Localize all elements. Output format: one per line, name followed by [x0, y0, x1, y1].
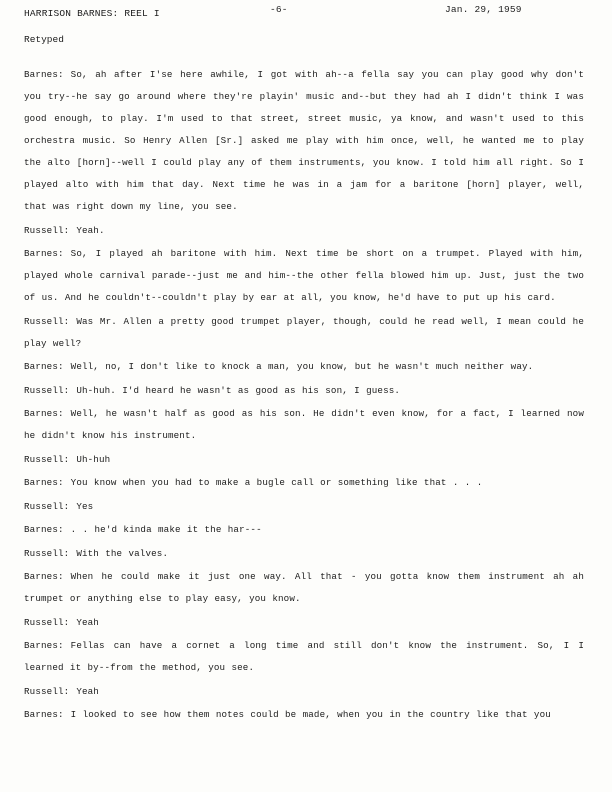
- speaker-label: Russell:: [24, 685, 70, 697]
- transcript-line: [24, 612, 584, 634]
- speaker-label: Russell:: [24, 384, 70, 396]
- transcript-line: [24, 380, 584, 402]
- transcript-line: [24, 403, 584, 447]
- utterance-text: Fellas can have a cornet a long time and still don't know the instrument. So, I I learned it by--from the method, you see.: [24, 640, 584, 673]
- utterance-text: When he could make it just one way. All that - you gotta know them instrument ah ah trumpet or anything else to play easy, you know.: [24, 571, 584, 604]
- speaker-label: Barnes:: [24, 69, 64, 80]
- speaker-label: Russell:: [24, 315, 70, 327]
- utterance-text: Yeah: [76, 685, 99, 697]
- speaker-label: Barnes:: [24, 361, 64, 372]
- speaker-label: Russell:: [24, 224, 70, 236]
- transcript-line: [24, 243, 584, 309]
- transcript-line: [24, 635, 584, 679]
- transcript-line: [24, 496, 584, 518]
- utterance-text: Uh-huh: [76, 453, 111, 465]
- speaker-label: Barnes:: [24, 477, 64, 488]
- utterance-text: Well, no, I don't like to knock a man, you know, but he wasn't much neither way.: [70, 361, 534, 372]
- utterance-text: You know when you had to make a bugle call or something like that . . .: [70, 477, 483, 488]
- utterance-text: Yeah.: [76, 224, 105, 236]
- transcript-line: [24, 64, 584, 218]
- utterance-text: With the valves.: [76, 547, 169, 559]
- utterance-text: Was Mr. Allen a pretty good trumpet player, though, could he read well, I mean could he play well?: [24, 315, 584, 349]
- header-title: HARRISON BARNES: REEL I: [24, 8, 160, 19]
- transcript-line: [24, 566, 584, 610]
- utterance-text: Yes: [76, 500, 94, 512]
- utterance-text: So, I played ah baritone with him. Next time be short on a trumpet. Played with him, played whole carnival parade--just me and him--the other fella blowed him up. Just, just the two of us. And he couldn't--couldn't play by ear at all, you know, he'd have to put up his card.: [24, 248, 584, 303]
- transcript-line: [24, 543, 584, 565]
- speaker-label: Barnes:: [24, 408, 64, 419]
- utterance-text: I looked to see how them notes could be made, when you in the country like that you: [70, 709, 551, 720]
- speaker-label: Russell:: [24, 453, 70, 465]
- transcript-line: [24, 704, 584, 726]
- speaker-label: Russell:: [24, 500, 70, 512]
- utterance-text: Well, he wasn't half as good as his son. He didn't even know, for a fact, I learned now he didn't know his instrument.: [24, 408, 584, 441]
- speaker-label: Barnes:: [24, 640, 64, 651]
- transcript-body: [24, 64, 584, 728]
- transcript-line: [24, 220, 584, 242]
- utterance-text: . . he'd kinda make it the har---: [70, 524, 262, 535]
- speaker-label: Barnes:: [24, 709, 64, 720]
- speaker-label: Barnes:: [24, 571, 64, 582]
- header-date: Jan. 29, 1959: [445, 4, 522, 15]
- utterance-text: So, ah after I'se here awhile, I got with ah--a fella say you can play good why don't you try--he say go around where they're playin' music and--but they had ah I didn't think I was good enough, to play. I'm used to that street, street music, ya know, and wasn't used to this orchestra music. So Henry Allen [Sr.] asked me play with him once, well, he wanted me to play the alto [horn]--well I could play any of them instruments, you know. I told him all right. So I played alto with him that day. Next time he was in a jam for a baritone [horn] player, well, that was right down my line, you see.: [24, 69, 584, 212]
- transcript-line: [24, 449, 584, 471]
- utterance-text: Yeah: [76, 616, 99, 628]
- speaker-label: Barnes:: [24, 524, 64, 535]
- speaker-label: Russell:: [24, 616, 70, 628]
- retyped-note: Retyped: [24, 34, 64, 45]
- speaker-label: Barnes:: [24, 248, 64, 259]
- speaker-label: Russell:: [24, 547, 70, 559]
- transcript-line: [24, 519, 584, 541]
- transcript-line: [24, 472, 584, 494]
- page-number: -6-: [270, 4, 288, 15]
- transcript-line: [24, 311, 584, 355]
- utterance-text: Uh-huh. I'd heard he wasn't as good as his son, I guess.: [76, 384, 401, 396]
- transcript-line: [24, 356, 584, 378]
- transcript-line: [24, 681, 584, 703]
